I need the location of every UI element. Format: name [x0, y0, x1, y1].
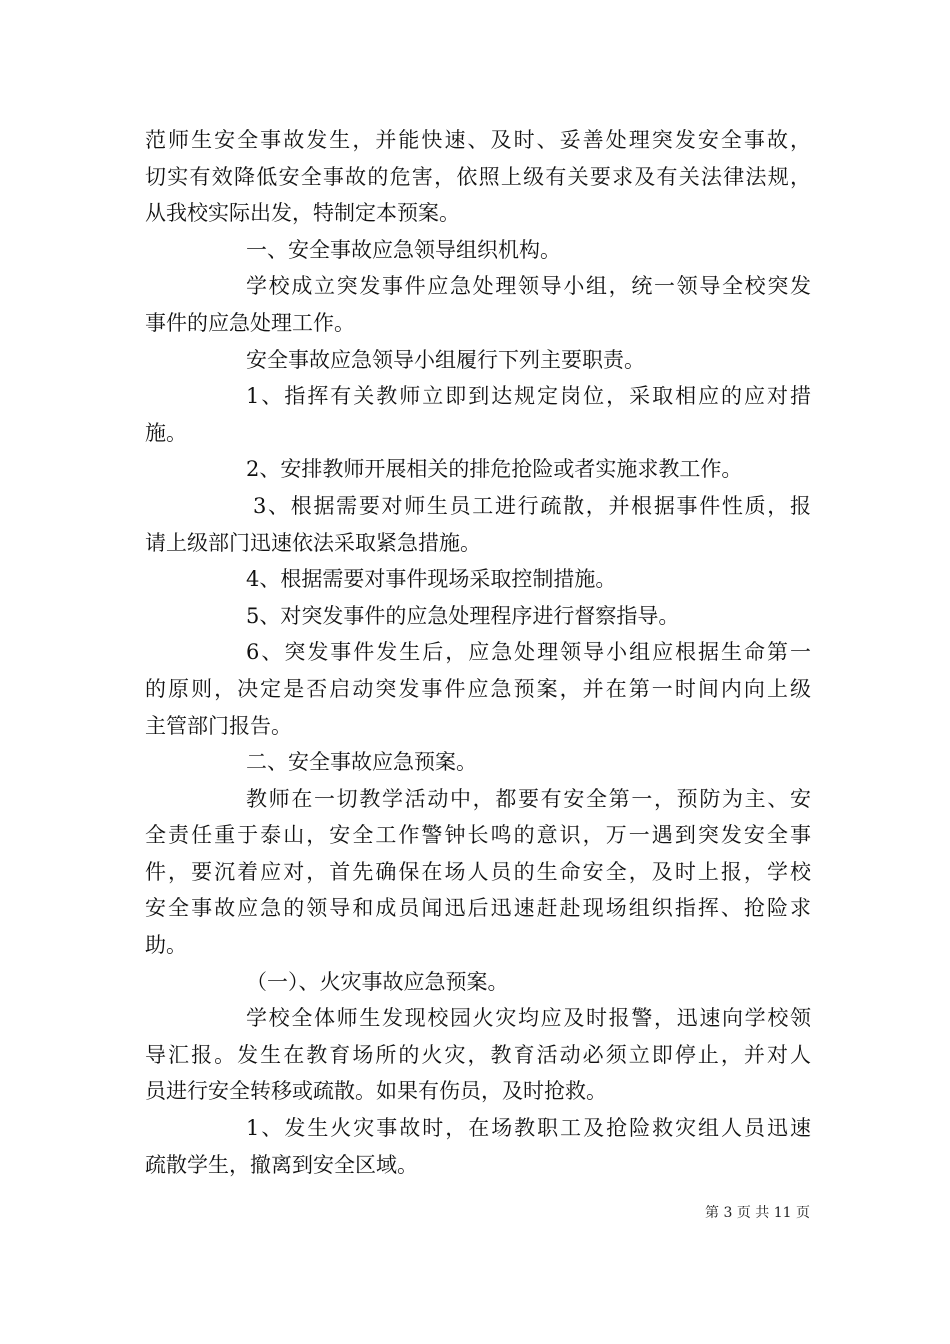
text-line: 从我校实际出发，特制定本预案。 [145, 201, 460, 226]
section-heading: 一、安全事故应急领导组织机构。 [246, 237, 561, 262]
list-item: 5、对突发事件的应急处理程序进行督察指导。 [246, 603, 680, 628]
text-line: 请上级部门迅速依法采取紧急措施。 [145, 530, 481, 555]
text-line: 范师生安全事故发生，并能快速、及时、妥善处理突发安全事故， [145, 128, 811, 152]
document-body [145, 122, 811, 1183]
text-line: 全责任重于泰山，安全工作警钟长鸣的意识，万一遇到突发安全事 [145, 823, 811, 848]
text-line: 主管部门报告。 [145, 713, 292, 738]
text-line: 学校全体师生发现校园火灾均应及时报警，迅速向学校领 [246, 1006, 811, 1031]
text-line: 疏散学生，撤离到安全区域。 [145, 1152, 418, 1177]
text-line: 事件的应急处理工作。 [145, 310, 355, 335]
text-line: 学校成立突发事件应急处理领导小组，统一领导全校突发 [246, 274, 811, 299]
list-item: 2、安排教师开展相关的排危抢险或者实施求教工作。 [246, 457, 743, 482]
text-line: 导汇报。发生在教育场所的火灾，教育活动必须立即停止，并对人 [145, 1042, 811, 1067]
list-item: 1、发生火灾事故时，在场教职工及抢险救灾组人员迅速 [246, 1116, 811, 1141]
text-line: 助。 [145, 933, 187, 958]
section-heading: 二、安全事故应急预案。 [246, 750, 477, 775]
text-line: 施。 [145, 420, 187, 445]
subsection-heading: （一）、火灾事故应急预案。 [246, 969, 509, 994]
text-line: 切实有效降低安全事故的危害，依照上级有关要求及有关法律法规， [145, 164, 811, 189]
list-item: 3、根据需要对师生员工进行疏散，并根据事件性质，报 [253, 493, 811, 518]
text-line: 的原则，决定是否启动突发事件应急预案，并在第一时间内向上级 [145, 676, 811, 701]
text-line: 安全事故应急领导小组履行下列主要职责。 [246, 347, 645, 372]
text-line: 安全事故应急的领导和成员闻迅后迅速赶赴现场组织指挥、抢险求 [145, 896, 811, 921]
list-item: 1、指挥有关教师立即到达规定岗位，采取相应的应对措 [246, 384, 811, 409]
list-item: 6、突发事件发生后，应急处理领导小组应根据生命第一 [246, 640, 811, 665]
text-line: 员进行安全转移或疏散。如果有伤员，及时抢救。 [145, 1079, 607, 1104]
text-line: 件，要沉着应对，首先确保在场人员的生命安全，及时上报，学校 [145, 859, 811, 884]
text-line: 教师在一切教学活动中，都要有安全第一，预防为主、安 [246, 786, 811, 811]
page-number: 第 3 页 共 11 页 [705, 1205, 810, 1221]
list-item: 4、根据需要对事件现场采取控制措施。 [246, 567, 617, 592]
